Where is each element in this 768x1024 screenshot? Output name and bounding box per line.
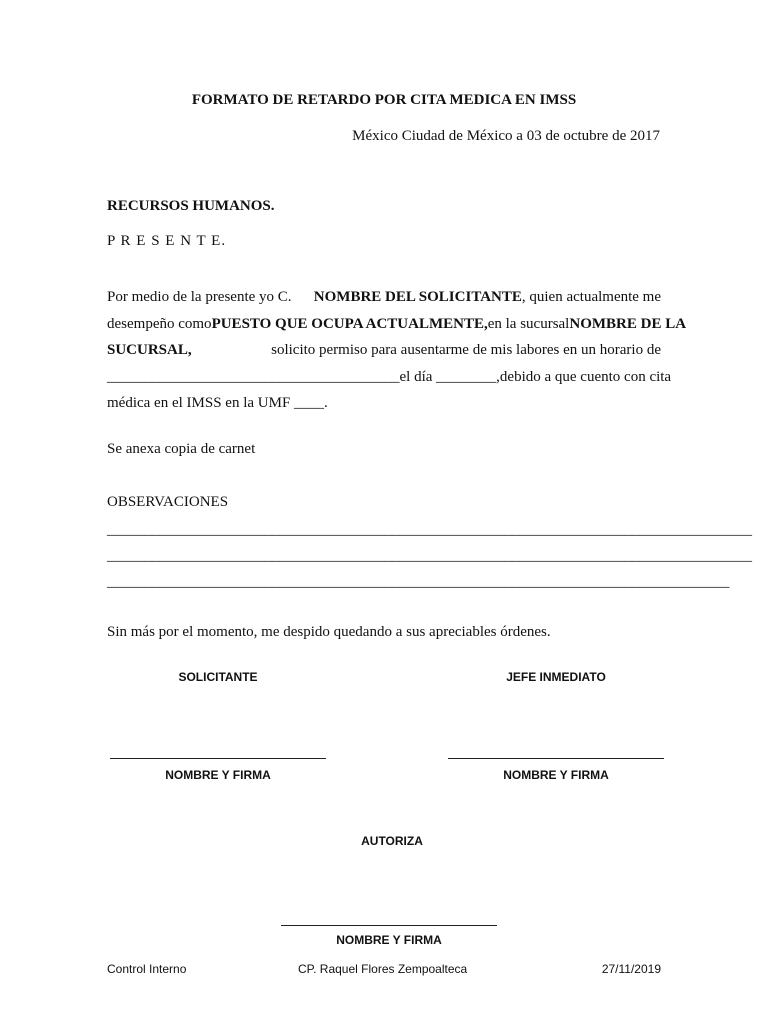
applicant-name-sign: NOMBRE Y FIRMA bbox=[165, 768, 271, 782]
body-text: debido a que cuento con cita bbox=[499, 368, 672, 385]
supervisor-signature-line bbox=[448, 758, 664, 759]
observation-line: ______________________________________________________________________________________ bbox=[107, 522, 752, 538]
observations-label: OBSERVACIONES bbox=[107, 494, 229, 510]
paragraph-line-5 bbox=[107, 390, 661, 417]
closing-line: Sin más por el momento, me despido quedando a sus apreciables órdenes. bbox=[107, 624, 551, 640]
request-paragraph bbox=[107, 284, 687, 417]
branch-field-cont: SUCURSAL, bbox=[107, 342, 192, 358]
observation-line: ___________________________________________________________________________________ bbox=[107, 574, 730, 590]
document-title: FORMATO DE RETARDO POR CITA MEDICA EN IMSS bbox=[191, 92, 577, 108]
observation-line: ______________________________________________________________________________________ bbox=[107, 548, 752, 564]
body-text: en la sucursal bbox=[487, 315, 570, 332]
recipient: RECURSOS HUMANOS. bbox=[107, 198, 275, 214]
body-text: Por medio de la presente yo C. bbox=[107, 289, 292, 305]
paragraph-line-1 bbox=[107, 284, 661, 311]
footer-author: CP. Raquel Flores Zempoalteca bbox=[298, 962, 468, 976]
body-text: desempeño como bbox=[107, 315, 212, 332]
paragraph-line-2 bbox=[107, 311, 687, 338]
body-text: solicito permiso para ausentarme de mis labores en un horario de bbox=[271, 342, 661, 358]
umf-blank: médica en el IMSS en la UMF ____. bbox=[107, 395, 328, 411]
supervisor-label: JEFE INMEDIATO bbox=[506, 670, 606, 684]
footer-date: 27/11/2019 bbox=[601, 962, 661, 976]
applicant-label: SOLICITANTE bbox=[178, 670, 258, 684]
authorize-label: AUTORIZA bbox=[361, 834, 423, 848]
attachment-note: Se anexa copia de carnet bbox=[107, 441, 256, 457]
position-field: PUESTO QUE OCUPA ACTUALMENTE, bbox=[211, 315, 488, 332]
applicant-signature-line bbox=[110, 758, 326, 759]
authorizer-signature-line bbox=[281, 925, 497, 926]
place-date: México Ciudad de México a 03 de octubre de 2017 bbox=[352, 128, 660, 144]
presente: P R E S E N T E. bbox=[107, 233, 227, 249]
supervisor-name-sign: NOMBRE Y FIRMA bbox=[503, 768, 609, 782]
applicant-name-field: NOMBRE DEL SOLICITANTE, quien actualmente me bbox=[313, 289, 661, 305]
branch-field: NOMBRE DE LA bbox=[569, 315, 687, 332]
paragraph-line-4 bbox=[107, 364, 672, 391]
day-blank: el día ________, bbox=[399, 368, 500, 385]
paragraph-line-3 bbox=[107, 337, 661, 364]
authorizer-name-sign: NOMBRE Y FIRMA bbox=[336, 933, 442, 947]
schedule-blank: _______________________________________ bbox=[107, 368, 400, 385]
footer-department: Control Interno bbox=[107, 962, 187, 976]
